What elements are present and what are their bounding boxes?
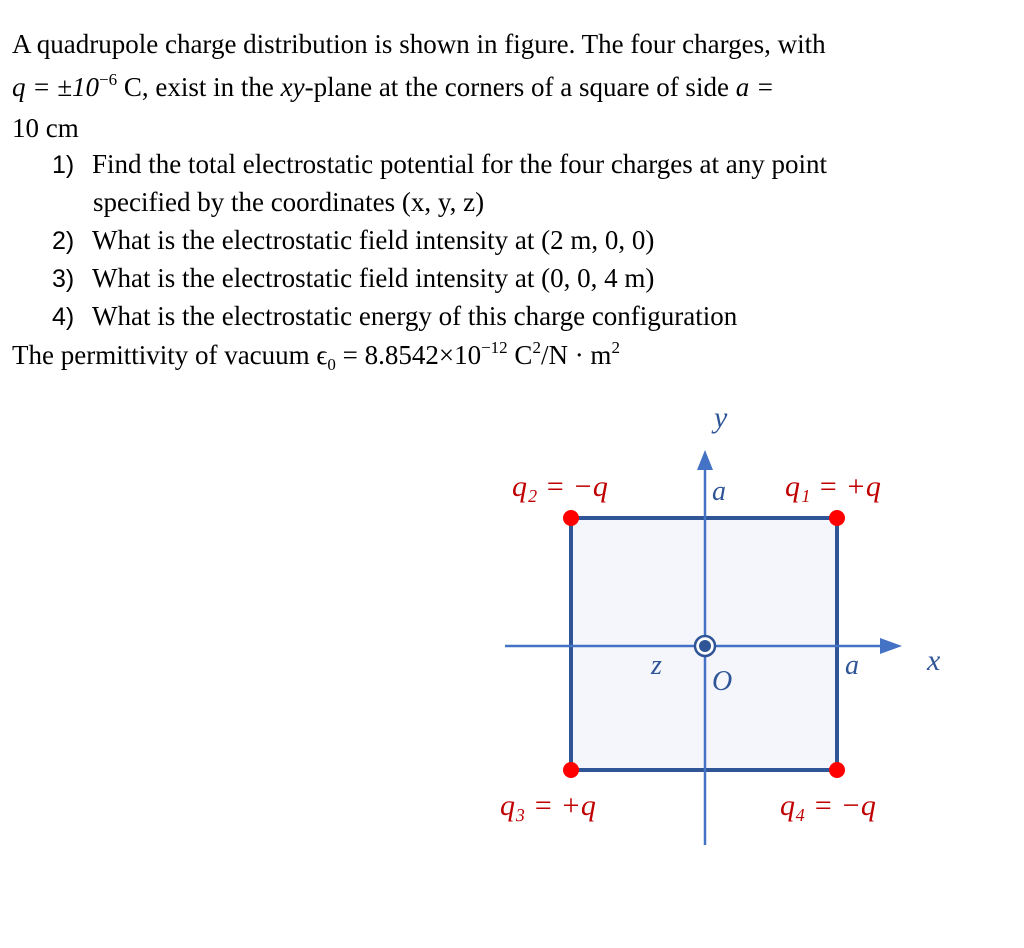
origin-label: O xyxy=(712,666,733,697)
intro-line-1: A quadrupole charge distribution is shown in figure. The four charges, with xyxy=(12,29,826,59)
permittivity-text: The permittivity of vacuum ϵ xyxy=(12,340,328,370)
question-text: What is the electrostatic field intensity at (0, 0, 4 m) xyxy=(92,263,655,293)
z-axis-label: z xyxy=(651,650,662,681)
unit-exponent-c: 2 xyxy=(532,338,541,357)
side-label-right: a xyxy=(845,650,859,681)
q4-label: q₄ = −q xyxy=(780,789,876,822)
x-axis-arrowhead xyxy=(880,638,902,654)
x-axis-label: x xyxy=(927,644,941,677)
y-axis-arrowhead xyxy=(697,450,713,470)
intro-text-b: C, exist in the xyxy=(117,72,281,102)
question-text: What is the electrostatic field intensity at (2 m, 0, 0) xyxy=(92,225,655,255)
z-axis-dot xyxy=(699,640,711,652)
question-number: 3) xyxy=(52,265,75,293)
question-number: 1) xyxy=(52,151,75,179)
charge-q4 xyxy=(829,762,845,778)
charge-value: q = ±10 xyxy=(12,72,100,102)
question-text: What is the electrostatic energy of this charge configuration xyxy=(92,301,738,331)
q2-label: q₂ = −q xyxy=(512,470,608,503)
y-axis-label: y xyxy=(714,401,728,434)
charge-q3 xyxy=(563,762,579,778)
question-number: 2) xyxy=(52,227,75,255)
intro-text-c: -plane at the corners of a square of side xyxy=(304,72,736,102)
charge-exponent: −6 xyxy=(99,70,118,89)
permittivity-exponent: −12 xyxy=(481,338,508,357)
charge-q1 xyxy=(829,510,845,526)
permittivity-value: = 8.8542×10 xyxy=(335,340,482,370)
q3-label: q₃ = +q xyxy=(500,789,596,822)
question-text: Find the total electrostatic potential for the four charges at any point xyxy=(92,149,828,179)
permittivity-unit-nm: /N · m xyxy=(540,340,612,370)
question-1-continuation: specified by the coordinates (x, y, z) xyxy=(93,187,485,217)
permittivity-subscript: 0 xyxy=(327,355,336,374)
side-label-top: a xyxy=(712,476,726,507)
question-number: 4) xyxy=(52,303,75,331)
q1-label: q₁ = +q xyxy=(785,470,881,503)
plane-name: xy xyxy=(280,72,305,102)
unit-exponent-m: 2 xyxy=(611,338,620,357)
permittivity-unit-c: C xyxy=(507,340,533,370)
charge-q2 xyxy=(563,510,579,526)
side-variable: a = xyxy=(735,72,775,102)
intro-line-3: 10 cm xyxy=(12,113,79,143)
